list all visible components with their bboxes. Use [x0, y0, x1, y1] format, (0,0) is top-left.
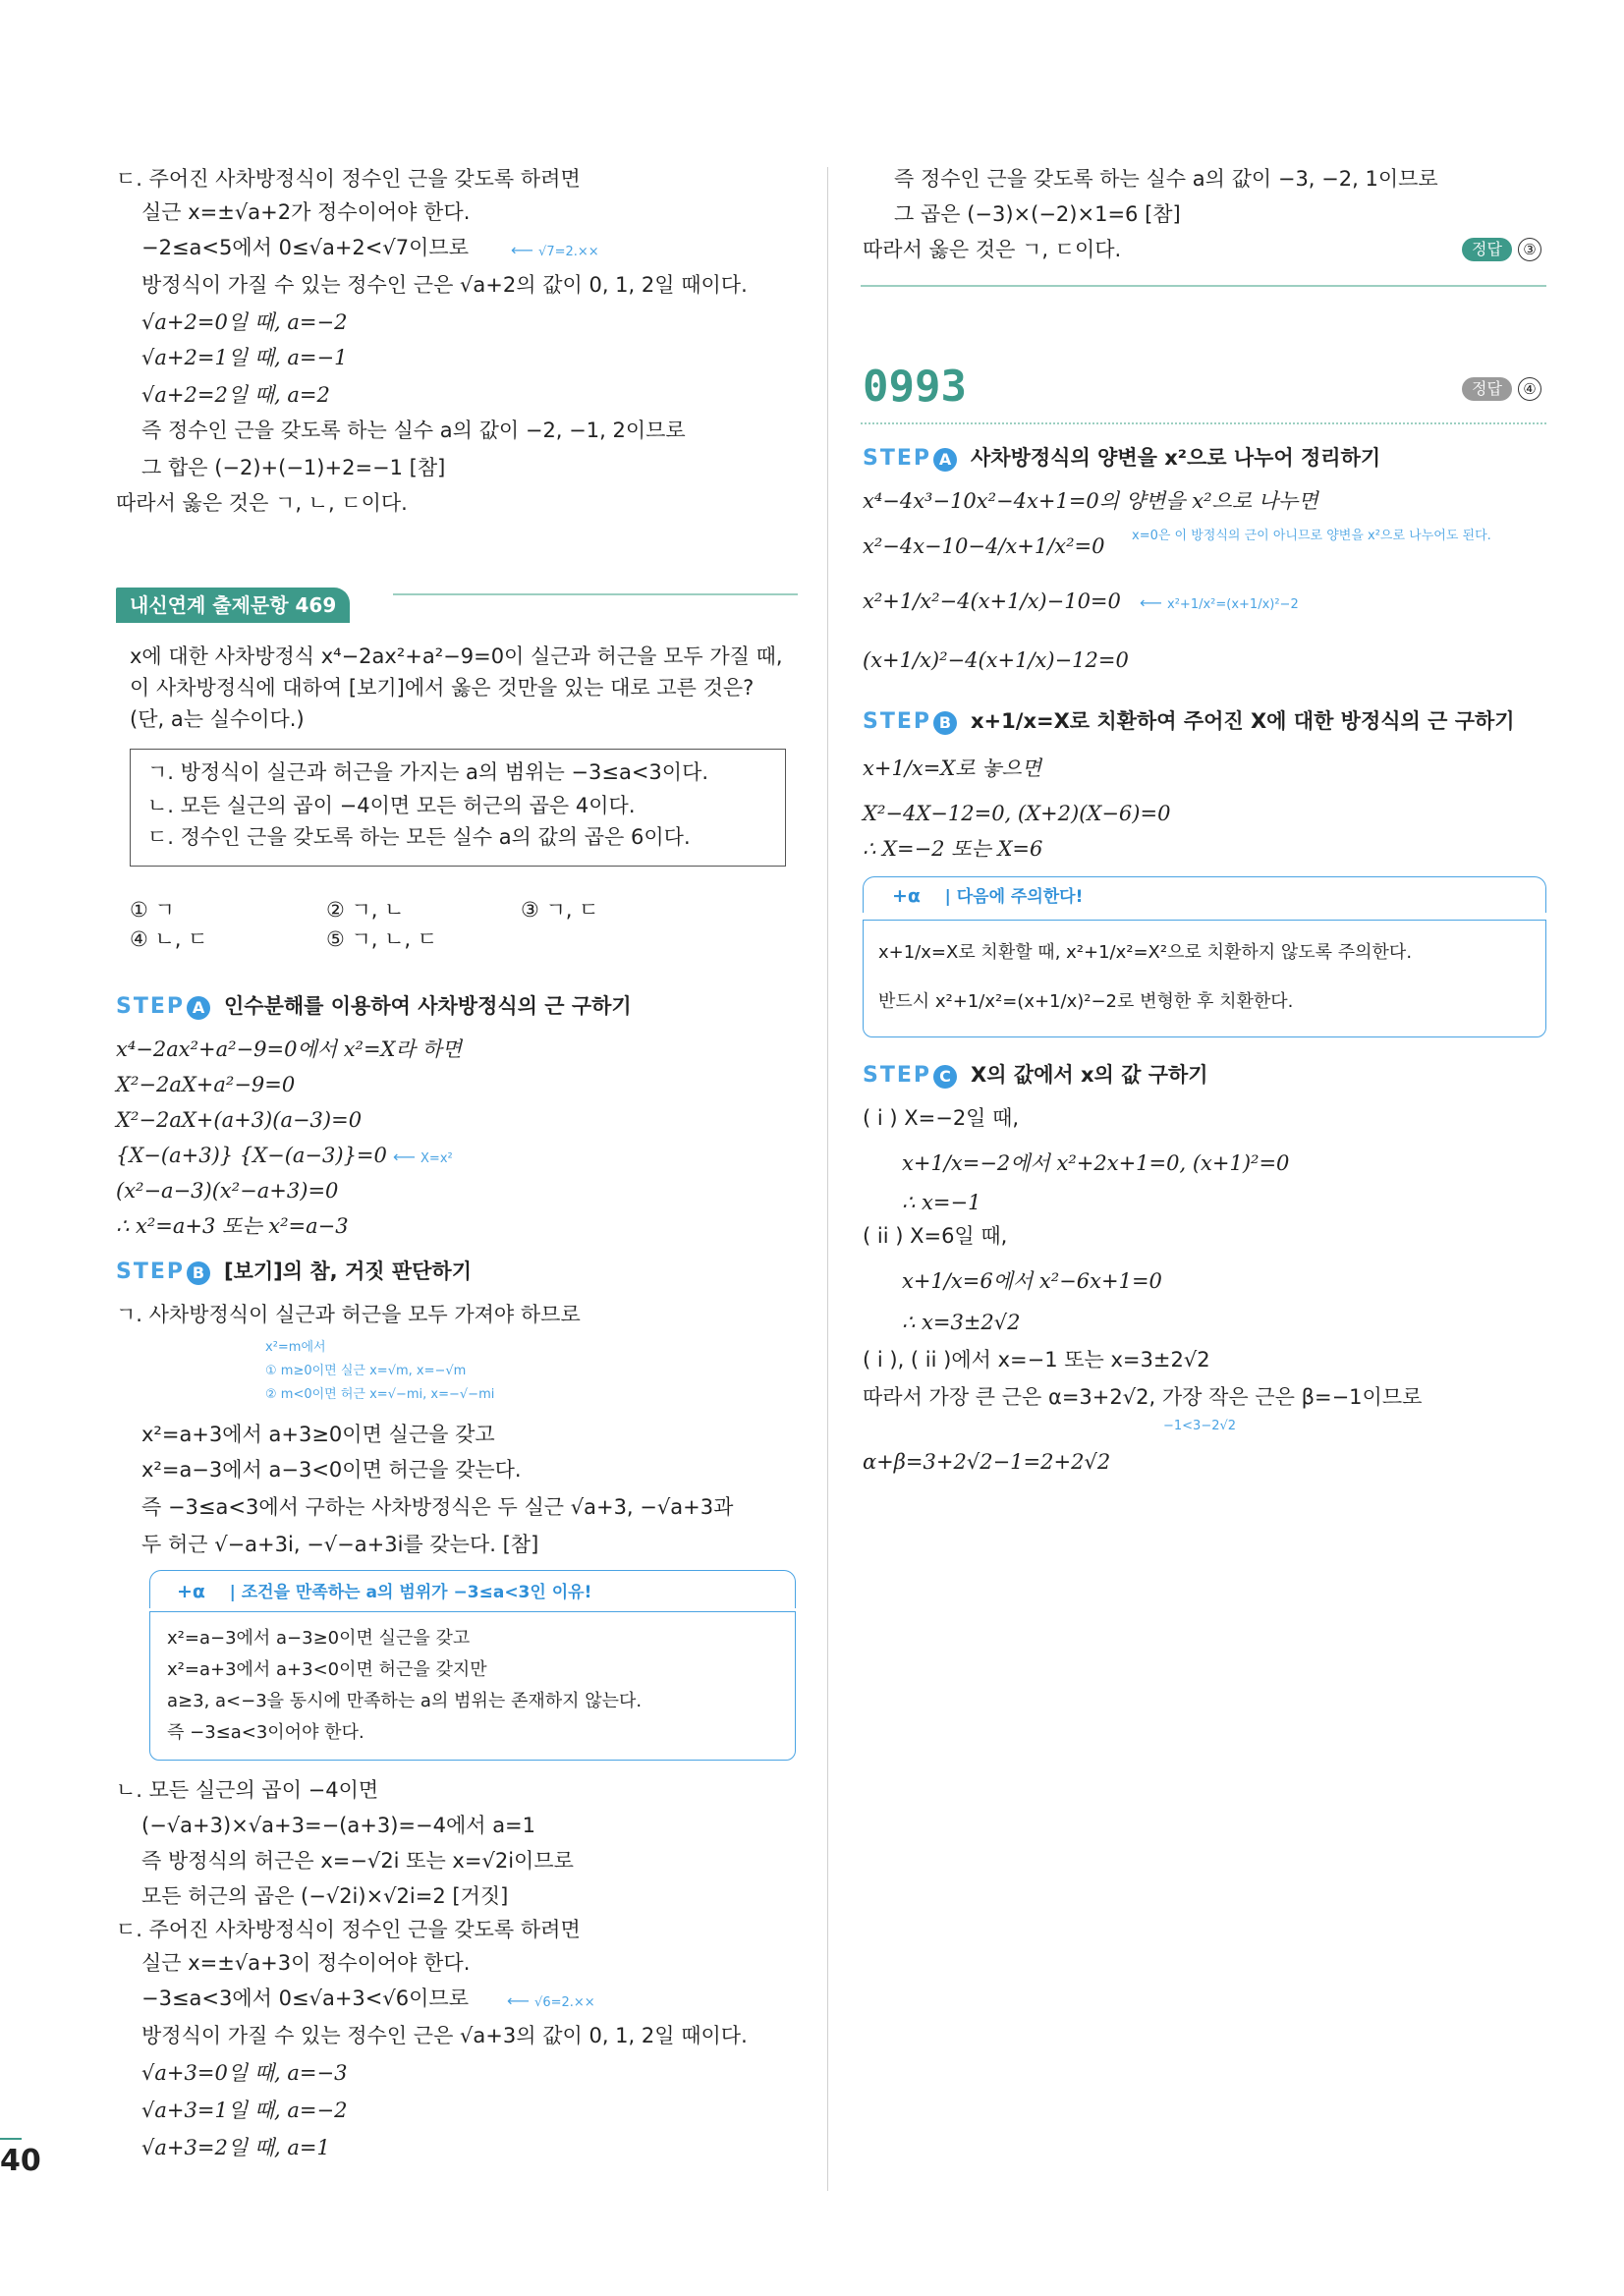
step-badge: A — [187, 996, 210, 1020]
r-top-line-3: 따라서 옳은 것은 ㄱ, ㄷ이다. — [863, 238, 1122, 261]
b-d-line-3: −3≤a<3에서 0≤√a+3<√6이므로 — [141, 1987, 469, 2010]
left-a-line-1: x⁴−2ax²+a²−9=0에서 x²=X라 하면 — [116, 1037, 463, 1061]
alpha-line-1: x²=a−3에서 a−3≥0이면 실근을 갖고 — [167, 1628, 471, 1649]
b-d-line-3-note: ⟵ √6=2.×× — [507, 1991, 595, 2010]
rc-line-8-note: −1<3−2√2 — [1163, 1419, 1237, 1433]
r-top-line-1: 즉 정수인 근을 갖도록 하는 실수 a의 값이 −3, −2, 1이므로 — [894, 167, 1438, 191]
b-n-line-1: ㄴ. 모든 실근의 곱이 −4이면 — [116, 1778, 379, 1802]
step-tag: STEP — [116, 994, 186, 1019]
left-a-line-4-note: ⟵ X=x² — [393, 1148, 453, 1166]
left-alpha-title-row — [177, 1578, 591, 1602]
naesin-label: 내신연계 출제문항 469 — [130, 593, 337, 617]
answer-pill: 정답 — [1462, 377, 1512, 401]
rb-line-1: x+1/x=X로 놓으면 — [863, 756, 1042, 780]
r-top-line-2: 그 곱은 (−3)×(−2)×1=6 [참] — [894, 202, 1181, 226]
step-title: [보기]의 참, 거짓 판단하기 — [224, 1260, 472, 1283]
step-badge: C — [933, 1065, 957, 1089]
b-n-line-3: 즉 방정식의 허근은 x=−√2i 또는 x=√2i이므로 — [141, 1849, 574, 1873]
step-title: X의 값에서 x의 값 구하기 — [971, 1063, 1208, 1087]
left-a-line-3: X²−2aX+(a+3)(a−3)=0 — [116, 1108, 363, 1132]
step-tag: STEP — [863, 709, 932, 734]
ra-line-2: x²−4x−10−4/x+1/x²=0 — [863, 534, 1105, 558]
b-n-line-2: (−√a+3)×√a+3=−(a+3)=−4에서 a=1 — [141, 1814, 536, 1837]
naesin-question-1: x에 대한 사차방정식 x⁴−2ax²+a²−9=0이 실근과 허근을 모두 가질 때, — [130, 644, 783, 668]
step-badge: B — [187, 1261, 210, 1285]
naesin-question-2: 이 사차방정식에 대하여 [보기]에서 옳은 것만을 있는 대로 고른 것은? — [130, 676, 755, 700]
arrow-left-icon: ⟵ — [511, 241, 539, 259]
c-line-6: √a+2=1일 때, a=−1 — [141, 346, 348, 369]
arrow-left-icon: ⟵ — [507, 1991, 535, 2010]
ra-line-1: x⁴−4x³−10x²−4x+1=0의 양변을 x²으로 나누면 — [863, 489, 1318, 513]
ra-line-2-note: x=0은 이 방정식의 근이 아니므로 양변을 x²으로 나누어도 된다. — [1132, 529, 1491, 543]
c-line-4: 방정식이 가질 수 있는 정수인 근은 √a+2의 값이 0, 1, 2일 때이다. — [141, 273, 748, 297]
ra-line-3: x²+1/x²−4(x+1/x)−10=0 — [863, 589, 1121, 613]
c-line-9: 그 합은 (−2)+(−1)+2=−1 [참] — [141, 456, 446, 479]
rc-line-6: ∴ x=3±2√2 — [902, 1311, 1021, 1334]
bogi-item-3: ㄷ. 정수인 근을 갖도록 하는 모든 실수 a의 값의 곱은 6이다. — [147, 825, 691, 849]
arrow-left-icon: ⟵ — [393, 1148, 421, 1166]
choice-2: ② ㄱ, ㄴ — [326, 898, 405, 922]
rc-line-3: ∴ x=−1 — [902, 1191, 981, 1214]
ra-line-3-note: ⟵ x²+1/x²=(x+1/x)²−2 — [1140, 593, 1299, 612]
choice-4: ④ ㄴ, ㄷ — [130, 927, 208, 951]
page-number: 40 — [0, 2144, 41, 2178]
problem-rule — [861, 422, 1546, 424]
step-title: x+1/x=X로 치환하여 주어진 X에 대한 방정식의 근 구하기 — [971, 709, 1515, 733]
problem-answer — [1462, 377, 1541, 401]
left-alpha-title: | 조건을 만족하는 a의 범위가 −3≤a<3인 이유! — [229, 1583, 592, 1602]
step-title: 사차방정식의 양변을 x²으로 나누어 정리하기 — [971, 446, 1381, 470]
c-line-8: 즉 정수인 근을 갖도록 하는 실수 a의 값이 −2, −1, 2이므로 — [141, 419, 686, 442]
column-divider — [827, 167, 828, 2191]
b-d-line-7: √a+3=2일 때, a=1 — [141, 2136, 330, 2159]
b-d-line-4: 방정식이 가질 수 있는 정수인 근은 √a+3의 값이 0, 1, 2일 때이다. — [141, 2024, 748, 2047]
arrow-left-icon: ⟵ — [1140, 593, 1168, 612]
c-line-3: −2≤a<5에서 0≤√a+2<√7이므로 — [141, 236, 469, 259]
naesin-rule — [393, 593, 798, 595]
b-g-line-3: x²=a−3에서 a−3<0이면 허근을 갖는다. — [141, 1458, 522, 1482]
left-a-line-4: {X−(a+3)} {X−(a−3)}=0 — [116, 1144, 387, 1167]
rc-line-5: x+1/x=6에서 x²−6x+1=0 — [902, 1269, 1162, 1293]
right-alpha-title-row — [892, 882, 1083, 907]
right-alpha-title: | 다음에 주의한다! — [944, 887, 1084, 907]
choice-3: ③ ㄱ, ㄷ — [521, 898, 599, 922]
rb-alpha-line-1: x+1/x=X로 치환할 때, x²+1/x²=X²으로 치환하지 않도록 주의한다. — [878, 942, 1413, 963]
right-alpha-box — [863, 920, 1546, 1037]
c-line-5: √a+2=0일 때, a=−2 — [141, 310, 348, 334]
c-line-7: √a+2=2일 때, a=2 — [141, 383, 330, 407]
step-badge: B — [933, 711, 957, 735]
left-a-line-6: ∴ x²=a+3 또는 x²=a−3 — [116, 1214, 349, 1238]
b-d-line-2: 실근 x=±√a+3이 정수이어야 한다. — [141, 1951, 471, 1975]
choice-1: ① ㄱ — [130, 898, 175, 922]
page-number-rule — [0, 2138, 22, 2140]
rb-line-2: X²−4X−12=0, (X+2)(X−6)=0 — [863, 802, 1171, 825]
b-g-line-5: 두 허근 √−a+3i, −√−a+3i를 갖는다. [참] — [141, 1533, 539, 1556]
b-d-line-5: √a+3=0일 때, a=−3 — [141, 2061, 348, 2085]
right-step-a-header — [863, 444, 1380, 473]
c-line-2: 실근 x=±√a+2가 정수이어야 한다. — [141, 200, 471, 224]
b-d-line-6: √a+3=1일 때, a=−2 — [141, 2099, 348, 2122]
step-tag: STEP — [863, 1063, 932, 1088]
rc-line-8: 따라서 가장 큰 근은 α=3+2√2, 가장 작은 근은 β=−1이므로 — [863, 1385, 1423, 1409]
naesin-question-3: (단, a는 실수이다.) — [130, 707, 305, 731]
c-line-3-note: ⟵ √7=2.×× — [511, 241, 599, 259]
b-g-line-1: ㄱ. 사차방정식이 실근과 허근을 모두 가져야 하므로 — [116, 1303, 581, 1326]
left-a-line-5: (x²−a−3)(x²−a+3)=0 — [116, 1179, 339, 1203]
b-g-note-1: x²=m에서 — [265, 1340, 326, 1355]
step-tag: STEP — [863, 446, 932, 471]
choice-5: ⑤ ㄱ, ㄴ, ㄷ — [326, 927, 438, 951]
alpha-line-2: x²=a+3에서 a+3<0이면 허근을 갖지만 — [167, 1659, 487, 1680]
left-step-b-header — [116, 1258, 472, 1286]
rc-line-2: x+1/x=−2에서 x²+2x+1=0, (x+1)²=0 — [902, 1151, 1290, 1175]
c-line-10: 따라서 옳은 것은 ㄱ, ㄴ, ㄷ이다. — [116, 491, 408, 515]
right-step-b-header — [863, 707, 1515, 736]
r-top-rule — [861, 285, 1546, 287]
b-g-line-4: 즉 −3≤a<3에서 구하는 사차방정식은 두 실근 √a+3, −√a+3과 — [141, 1495, 734, 1519]
rc-line-7: ( i ), ( ii )에서 x=−1 또는 x=3±2√2 — [863, 1348, 1210, 1372]
b-g-note-3: ② m<0이면 허근 x=√−mi, x=−√−mi — [265, 1387, 495, 1402]
left-step-a-header — [116, 992, 632, 1021]
left-a-line-2: X²−2aX+a²−9=0 — [116, 1073, 296, 1096]
rc-line-4: ( ii ) X=6일 때, — [863, 1224, 1008, 1248]
answer-value: ④ — [1518, 377, 1541, 401]
answer-value: ③ — [1518, 238, 1541, 261]
problem-number: 0993 — [863, 362, 967, 412]
b-n-line-4: 모든 허근의 곱은 (−√2i)×√2i=2 [거짓] — [141, 1884, 509, 1908]
plus-alpha-icon: +α — [892, 885, 921, 907]
right-step-c-header — [863, 1061, 1208, 1090]
step-badge: A — [933, 448, 957, 472]
b-g-line-2: x²=a+3에서 a+3≥0이면 실근을 갖고 — [141, 1423, 495, 1446]
step-title: 인수분해를 이용하여 사차방정식의 근 구하기 — [224, 994, 632, 1018]
b-d-line-1: ㄷ. 주어진 사차방정식이 정수인 근을 갖도록 하려면 — [116, 1918, 581, 1941]
alpha-line-3: a≥3, a<−3을 동시에 만족하는 a의 범위는 존재하지 않는다. — [167, 1691, 643, 1711]
rb-line-3: ∴ X=−2 또는 X=6 — [863, 837, 1043, 861]
rb-alpha-line-2: 반드시 x²+1/x²=(x+1/x)²−2로 변형한 후 치환한다. — [878, 991, 1294, 1012]
naesin-header — [116, 588, 350, 623]
step-tag: STEP — [116, 1260, 186, 1284]
b-g-note-2: ① m≥0이면 실근 x=√m, x=−√m — [265, 1364, 467, 1378]
ra-line-4: (x+1/x)²−4(x+1/x)−12=0 — [863, 648, 1129, 672]
alpha-line-4: 즉 −3≤a<3이어야 한다. — [167, 1722, 364, 1743]
answer-pill: 정답 — [1462, 238, 1512, 261]
plus-alpha-icon: +α — [177, 1581, 205, 1602]
bogi-item-2: ㄴ. 모든 실근의 곱이 −4이면 모든 허근의 곱은 4이다. — [147, 794, 636, 817]
bogi-item-1: ㄱ. 방정식이 실근과 허근을 가지는 a의 범위는 −3≤a<3이다. — [147, 760, 709, 784]
rc-line-9: α+β=3+2√2−1=2+2√2 — [863, 1450, 1111, 1474]
rc-line-1: ( i ) X=−2일 때, — [863, 1106, 1020, 1130]
r-top-answer — [1462, 238, 1541, 261]
c-line-1: ㄷ. 주어진 사차방정식이 정수인 근을 갖도록 하려면 — [116, 167, 581, 191]
